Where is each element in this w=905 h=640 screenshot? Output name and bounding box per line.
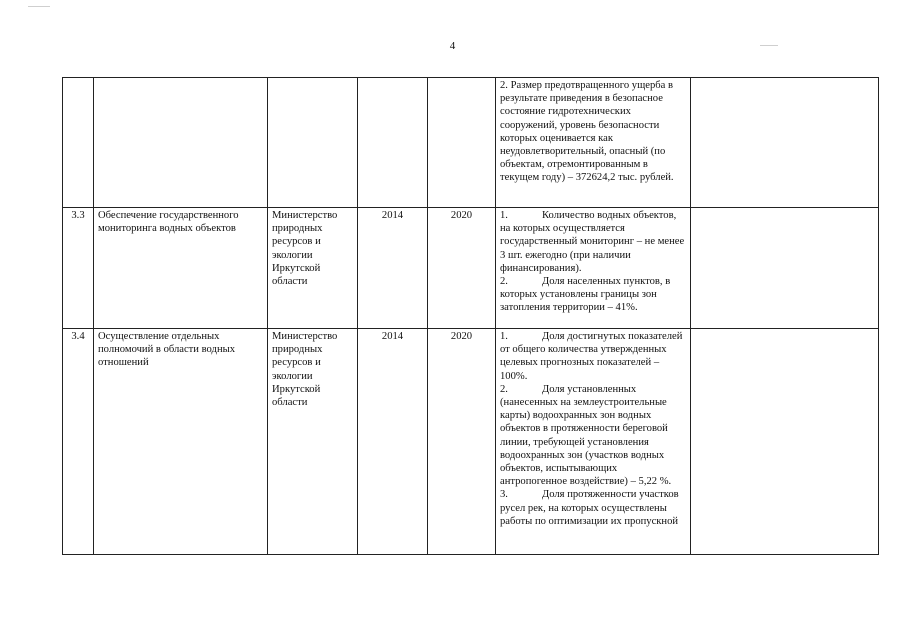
cell-measure-name: Обеспечение государственного мониторинга водных объектов <box>94 208 268 329</box>
indicator-item <box>500 275 686 315</box>
indicator-text: Доля установленных (нанесенных на землеустроительные карты) водоохранных зон водных объектов в протяженности береговой линии, требующей установления водоохранных зон (участков водных объектов, испытывающих антропогенное воздействие) – 5,22 %. <box>500 383 672 488</box>
table-row <box>63 329 879 555</box>
indicator-text: Доля достигнутых показателей от общего количества утвержденных целевых прогнозных показателей – 100%. <box>500 331 683 382</box>
cell-year-start: 2014 <box>358 329 428 555</box>
indicator-number: 1. <box>500 331 508 342</box>
indicator-text: 2. Размер предотвращенного ущерба в результате приведения в безопасное состояние гидротехнических сооружений, уровень безопасности которых оценивается как неудовлетворительный, опасный (по объектам, отремонтированным в текущем году) – 372624,2 тыс. рублей. <box>500 80 674 184</box>
cell-extra <box>691 208 879 329</box>
cell-year-start <box>358 78 428 208</box>
indicator-number: 2. <box>500 276 508 288</box>
cell-executor: Министерство природных ресурсов и экологии Иркутской области <box>268 208 358 329</box>
indicator-item <box>500 488 686 528</box>
cell-indicators <box>496 78 691 208</box>
table-row <box>63 208 879 329</box>
program-measures-table <box>62 77 879 555</box>
cell-num: 3.4 <box>63 329 94 555</box>
indicator-number: 3. <box>500 489 508 501</box>
indicator-number: 1. <box>500 210 508 221</box>
table-row <box>63 78 879 208</box>
cell-measure-name: Осуществление отдельных полномочий в области водных отношений <box>94 329 268 555</box>
cell-indicators <box>496 208 691 329</box>
cell-year-end: 2020 <box>428 208 496 329</box>
indicator-item <box>500 383 686 489</box>
cell-executor: Министерство природных ресурсов и экологии Иркутской области <box>268 329 358 555</box>
cell-extra <box>691 78 879 208</box>
page-number: 4 <box>449 40 456 52</box>
indicator-item <box>500 330 686 383</box>
cell-executor <box>268 78 358 208</box>
cell-year-start: 2014 <box>358 208 428 329</box>
indicator-text: Доля населенных пунктов, в которых установлены границы зон затопления территории – 41%. <box>500 276 671 314</box>
cell-year-end <box>428 78 496 208</box>
indicator-text: Доля протяженности участков русел рек, на которых осуществлены работы по оптимизации их пропускной <box>500 489 679 527</box>
cell-indicators <box>496 329 691 555</box>
indicator-number: 2. <box>500 383 508 395</box>
indicator-text: Количество водных объектов, на которых осуществляется государственный мониторинг – не менее 3 шт. ежегодно (при наличии финансирования). <box>500 210 685 274</box>
cell-num: 3.3 <box>63 208 94 329</box>
indicator-item <box>500 209 686 275</box>
cell-measure-name <box>94 78 268 208</box>
cell-year-end: 2020 <box>428 329 496 555</box>
cell-num <box>63 78 94 208</box>
scan-artifact-line <box>28 6 50 7</box>
cell-extra <box>691 329 879 555</box>
